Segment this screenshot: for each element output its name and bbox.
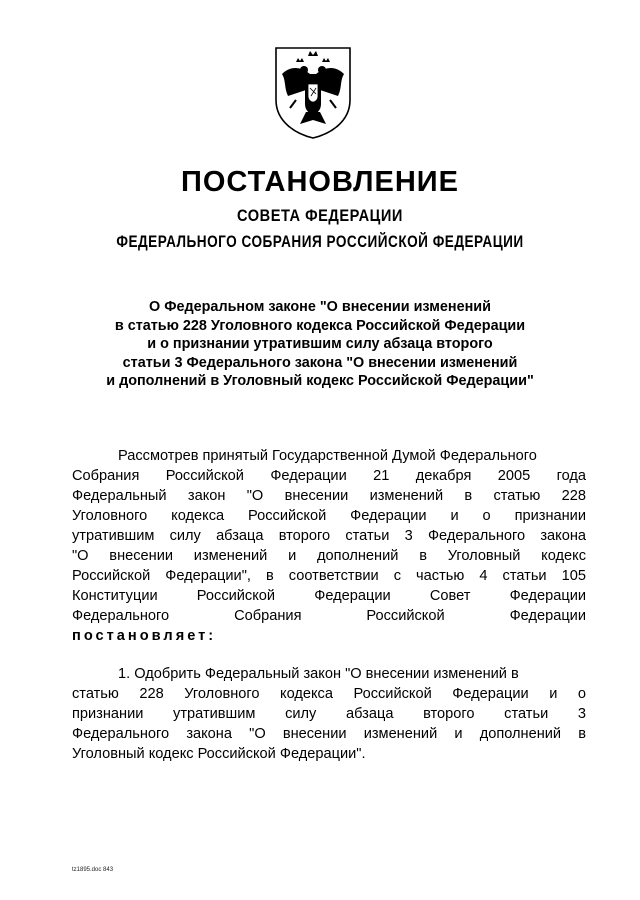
paragraph-line: Уголовный кодекс Российской Федерации". (72, 746, 366, 762)
document-title: ПОСТАНОВЛЕНИЕ (181, 166, 459, 198)
subject-line: О Федеральном законе "О внесении изменений (149, 299, 491, 315)
paragraph-line: Рассмотрев принятый Государственной Думой Федерального (118, 448, 537, 464)
paragraph-line: Федеральный закон "О внесении изменений в статью 228 (72, 488, 586, 504)
paragraph-preamble (72, 446, 586, 646)
paragraph-item-1 (72, 664, 586, 764)
paragraph-line: Уголовного кодекса Российской Федерации и о признании (72, 508, 586, 524)
paragraph-line: Федерального закона "О внесении изменений и дополнений в (72, 726, 586, 742)
subject-line: и о признании утратившим силу абзаца второго (147, 336, 493, 353)
paragraph-line: Собрания Российской Федерации 21 декабря 2005 года (72, 468, 586, 484)
subject-line: статьи 3 Федерального закона "О внесении изменений (122, 354, 518, 371)
paragraph-line: статью 228 Уголовного кодекса Российской Федерации и о (72, 686, 586, 702)
document-subtitle-line1: СОВЕТА ФЕДЕРАЦИИ (237, 206, 403, 225)
document-subtitle-line2: ФЕДЕРАЛЬНОГО СОБРАНИЯ РОССИЙСКОЙ ФЕДЕРАЦИИ (116, 232, 524, 251)
resolution-word: постановляет: (72, 628, 217, 644)
subject-line: в статью 228 Уголовного кодекса Российской Федерации (114, 317, 526, 334)
paragraph-line: признании утратившим силу абзаца второго статьи 3 (72, 706, 586, 722)
paragraph-line: "О внесении изменений и дополнений в Уголовный кодекс (72, 548, 586, 564)
coat-of-arms-emblem (270, 44, 356, 140)
document-subject (60, 298, 580, 391)
paragraph-line: Конституции Российской Федерации Совет Федерации (72, 588, 586, 604)
footer-code: tz1895.doc 843 (72, 867, 114, 873)
paragraph-line: Федерального Собрания Российской Федерации (72, 608, 586, 624)
subject-line: и дополнений в Уголовный кодекс Российской Федерации" (106, 373, 534, 390)
paragraph-line: утратившим силу абзаца второго статьи 3 Федерального закона (72, 528, 586, 544)
paragraph-line: 1. Одобрить Федеральный закон "О внесении изменений в (118, 666, 519, 682)
paragraph-line: Российской Федерации", в соответствии с частью 4 статьи 105 (72, 568, 586, 584)
